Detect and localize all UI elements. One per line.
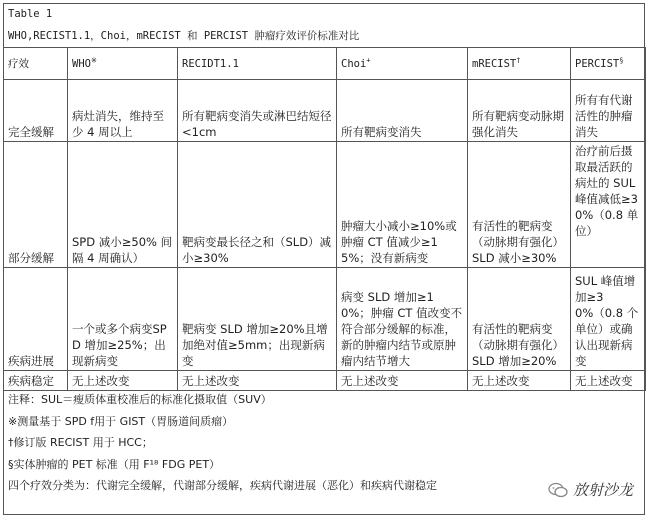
- table-row: [4, 80, 646, 142]
- table-cell: 无上述改变: [468, 371, 571, 391]
- table-cell: 靶病变最长径之和（SLD）减小≥30%: [178, 142, 337, 268]
- header-cell: mRECIST†: [468, 48, 571, 80]
- table-row: [4, 142, 646, 268]
- table-cell: 所有靶病变消失或淋巴结短径<1cm: [178, 80, 337, 142]
- table-cell: 无上述改变: [337, 371, 468, 391]
- table-cell: 疾病稳定: [4, 371, 68, 391]
- header-cell: Choi+: [337, 48, 468, 80]
- wechat-icon: [548, 482, 568, 498]
- criteria-table: [3, 47, 646, 391]
- table-cell: 病变 SLD 增加≥10%；肿瘤 CT 值改变不符合部分缓解的标准，新的肿瘤内结节或原肿瘤内结节增大: [337, 268, 468, 371]
- table-cell: 无上述改变: [571, 371, 646, 391]
- footnote: 四个疗效分类为：代谢完全缓解，代谢部分缓解，疾病代谢进展（恶化）和疾病代谢稳定: [8, 479, 437, 492]
- header-cell: RECIDT1.1: [178, 48, 337, 80]
- table-row: [4, 268, 646, 371]
- footnotes: [8, 389, 437, 497]
- table-cell: 无上述改变: [178, 371, 337, 391]
- watermark-text: 放射沙龙: [572, 481, 633, 499]
- header-cell: WHO※: [68, 48, 178, 80]
- table-cell: 有活性的靶病变（动脉期有强化）SLD 增加≥20%: [468, 268, 571, 371]
- footnote: ※测量基于 SPD f用于 GIST（胃肠道间质瘤）: [8, 414, 234, 428]
- table-cell: 治疗前后摄取最活跃的病灶的 SUL 峰值减低≥30%（0.8 单位）: [571, 142, 646, 268]
- table-cell: 无上述改变: [68, 371, 178, 391]
- table-cell: SPD 减小≥50% 间隔 4 周确认）: [68, 142, 178, 268]
- table-cell: 疾病进展: [4, 268, 68, 371]
- header-cell: 疗效: [4, 48, 68, 80]
- footnote: †修订版 RECIST 用于 HCC；: [8, 436, 153, 449]
- table-cell: 一个或多个病变SPD 增加≥25%；出现新病变: [68, 268, 178, 371]
- table-title: WHO,RECIST1.1，Choi，mRECIST 和 PERCIST 肿瘤疗效评价标准对比: [8, 30, 360, 42]
- table-cell: 部分缓解: [4, 142, 68, 268]
- table-cell: 靶病变 SLD 增加≥20%且增加绝对值≥5mm；出现新病变: [178, 268, 337, 371]
- table-cell: 有活性的靶病变（动脉期有强化）SLD 减小≥30%: [468, 142, 571, 268]
- table-cell: 所有靶病变消失: [337, 80, 468, 142]
- header-cell: PERCIST§: [571, 48, 646, 80]
- table-row: [4, 371, 646, 391]
- table-cell: 完全缓解: [4, 80, 68, 142]
- table-label: Table 1: [8, 8, 53, 20]
- footnote: 注释：SUL＝瘦质体重校准后的标准化摄取值（SUV）: [8, 393, 272, 406]
- table-cell: 所有有代谢活性的肿瘤消失: [571, 80, 646, 142]
- footnote: §实体肿瘤的 PET 标准（用 F¹⁸ FDG PET）: [8, 457, 221, 471]
- table-cell: SUL 峰值增加≥30%（0.8 个单位）或确认出现新病变: [571, 268, 646, 371]
- table-cell: 所有靶病变动脉期强化消失: [468, 80, 571, 142]
- table-cell: 肿瘤大小减小≥10%或肿瘤 CT 值减少≥15%；没有新病变: [337, 142, 468, 268]
- header-row: [4, 48, 646, 80]
- table-cell: 病灶消失，维持至少 4 周以上: [68, 80, 178, 142]
- watermark: [548, 479, 633, 500]
